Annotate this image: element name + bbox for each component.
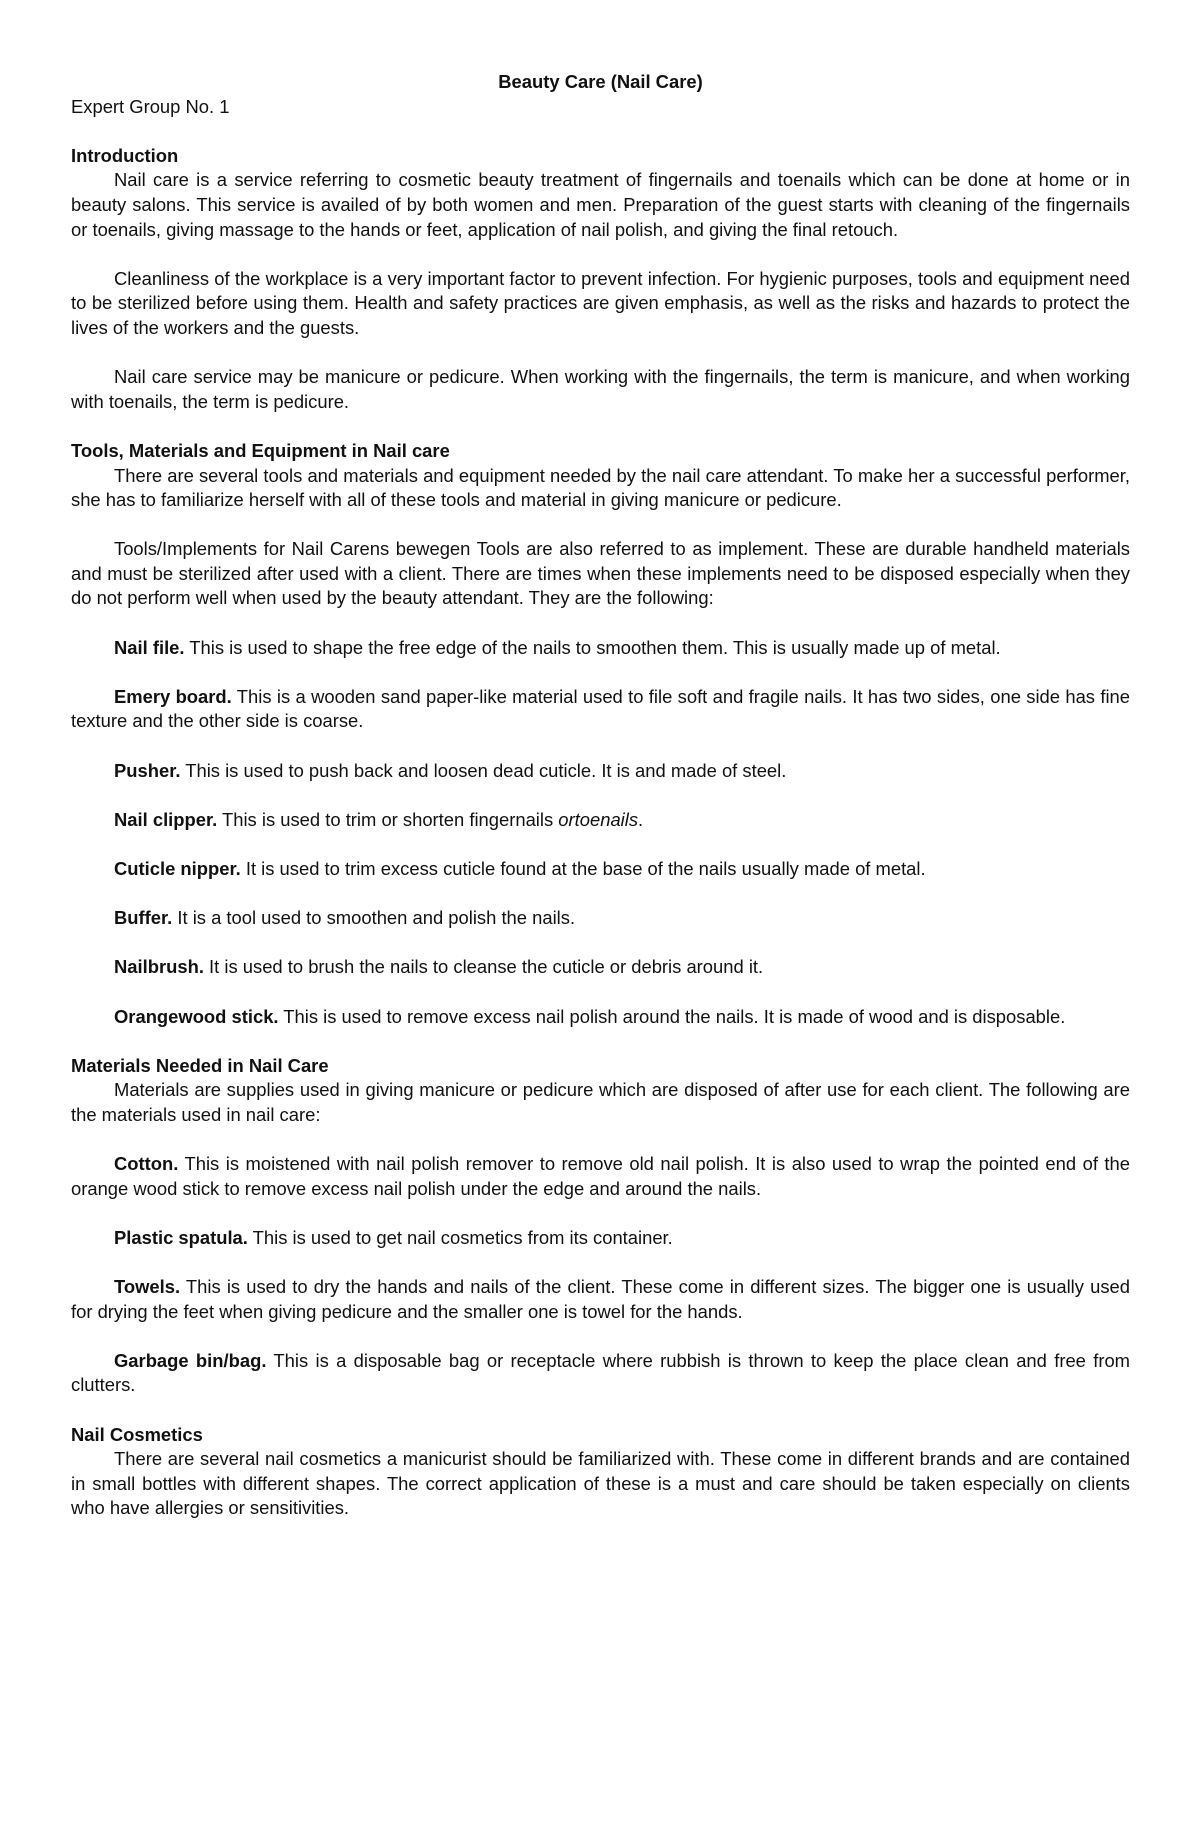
tool-term: Pusher. <box>114 759 181 781</box>
tool-term: Nail clipper. <box>114 808 218 830</box>
tool-term: Nail file. <box>114 636 185 658</box>
material-description: This is used to get nail cosmetics from its container. <box>247 1226 673 1248</box>
material-item <box>71 1349 1130 1398</box>
tool-description-italic: ortoenails <box>558 808 639 830</box>
material-description: This is used to dry the hands and nails of the client. These come in different sizes. The bigger one is usually used for drying the feet when giving pedicure and the smaller one is towel for the hands. <box>71 1276 1130 1322</box>
tool-description: It is used to brush the nails to cleanse the cuticle or debris around it. <box>203 956 764 978</box>
tool-item <box>71 685 1130 734</box>
group-label: Expert Group No. 1 <box>71 95 230 117</box>
tool-term: Nailbrush. <box>114 956 204 978</box>
document-title: Beauty Care (Nail Care) <box>498 71 703 92</box>
cosmetics-heading: Nail Cosmetics <box>71 1423 203 1445</box>
introduction-heading: Introduction <box>71 144 179 166</box>
material-item <box>71 1152 1130 1201</box>
tools-paragraph-2: Tools/Implements for Nail Carens bewegen Tools are also referred to as implement. These are durable handheld materials and must be sterilized after used with a client. There are times when these implements need to be disposed especially when they do not perform well when used by the beauty attendant. They are the following: <box>71 538 1130 609</box>
tool-item <box>71 1005 1130 1030</box>
document-page <box>71 70 1130 1546</box>
tool-description: It is used to trim excess cuticle found at the base of the nails usually made of metal. <box>240 858 926 879</box>
tool-item <box>71 906 1130 931</box>
material-term: Garbage bin/bag. <box>114 1349 267 1371</box>
tool-item <box>71 759 1130 784</box>
tool-description: It is a tool used to smoothen and polish the nails. <box>172 907 576 929</box>
material-term: Cotton. <box>114 1153 179 1175</box>
introduction-paragraph-1: Nail care is a service referring to cosmetic beauty treatment of fingernails and toenails which can be done at home or in beauty salons. This service is availed of by both women and men. Preparation of the guest starts with cleaning of the fingernails or toenails, giving massage to the hands or feet, application of nail polish, and giving the final retouch. <box>71 169 1130 240</box>
introduction-section <box>71 144 1130 415</box>
tool-item <box>71 808 1130 833</box>
material-description: This is moistened with nail polish remover to remove old nail polish. It is also used to wrap the pointed end of the orange wood stick to remove excess nail polish under the edge and around the nails. <box>71 1153 1130 1199</box>
tool-description: This is a wooden sand paper-like material used to file soft and fragile nails. It has two sides, one side has fine texture and the other side is coarse. <box>71 685 1130 732</box>
cosmetics-paragraph-1: There are several nail cosmetics a manicurist should be familiarized with. These come in different brands and are contained in small bottles with different shapes. The correct application of these is a must and care should be taken especially on clients who have allergies or sensitivities. <box>71 1448 1130 1519</box>
tool-description: This is used to trim or shorten fingernails <box>217 808 559 830</box>
tool-term: Orangewood stick. <box>114 1005 279 1027</box>
tools-section <box>71 439 1130 1029</box>
tool-description: This is used to push back and loosen dead cuticle. It is and made of steel. <box>180 759 787 781</box>
tool-item <box>71 955 1130 980</box>
tool-term: Emery board. <box>114 685 232 707</box>
materials-paragraph-1: Materials are supplies used in giving manicure or pedicure which are disposed of after use for each client. The following are the materials used in nail care: <box>71 1079 1130 1125</box>
tools-heading: Tools, Materials and Equipment in Nail care <box>71 439 450 461</box>
material-item <box>71 1226 1130 1251</box>
tool-description: This is used to remove excess nail polish around the nails. It is made of wood and is disposable. <box>278 1005 1066 1027</box>
cosmetics-section <box>71 1423 1130 1521</box>
tool-item <box>71 857 1130 882</box>
tool-item <box>71 636 1130 661</box>
material-term: Towels. <box>114 1276 181 1298</box>
material-item <box>71 1275 1130 1324</box>
material-description: This is a disposable bag or receptacle where rubbish is thrown to keep the place clean and free from clutters. <box>71 1349 1131 1396</box>
tools-paragraph-1: There are several tools and materials and equipment needed by the nail care attendant. To make her a successful performer, she has to familiarize herself with all of these tools and material in giving manicure or pedicure. <box>71 464 1130 511</box>
introduction-paragraph-2: Cleanliness of the workplace is a very important factor to prevent infection. For hygienic purposes, tools and equipment need to be sterilized before using them. Health and safety practices are given emphasis, as well as the risks and hazards to protect the lives of the workers and the guests. <box>71 267 1130 338</box>
material-term: Plastic spatula. <box>114 1226 248 1248</box>
tool-description: This is used to shape the free edge of the nails to smoothen them. This is usually made up of metal. <box>184 636 1001 658</box>
tool-description-tail: . <box>638 808 644 830</box>
introduction-paragraph-3: Nail care service may be manicure or pedicure. When working with the fingernails, the term is manicure, and when working with toenails, the term is pedicure. <box>71 366 1130 412</box>
materials-section <box>71 1054 1130 1398</box>
tool-term: Cuticle nipper. <box>114 858 241 879</box>
tool-term: Buffer. <box>114 907 173 929</box>
materials-heading: Materials Needed in Nail Care <box>71 1054 329 1076</box>
